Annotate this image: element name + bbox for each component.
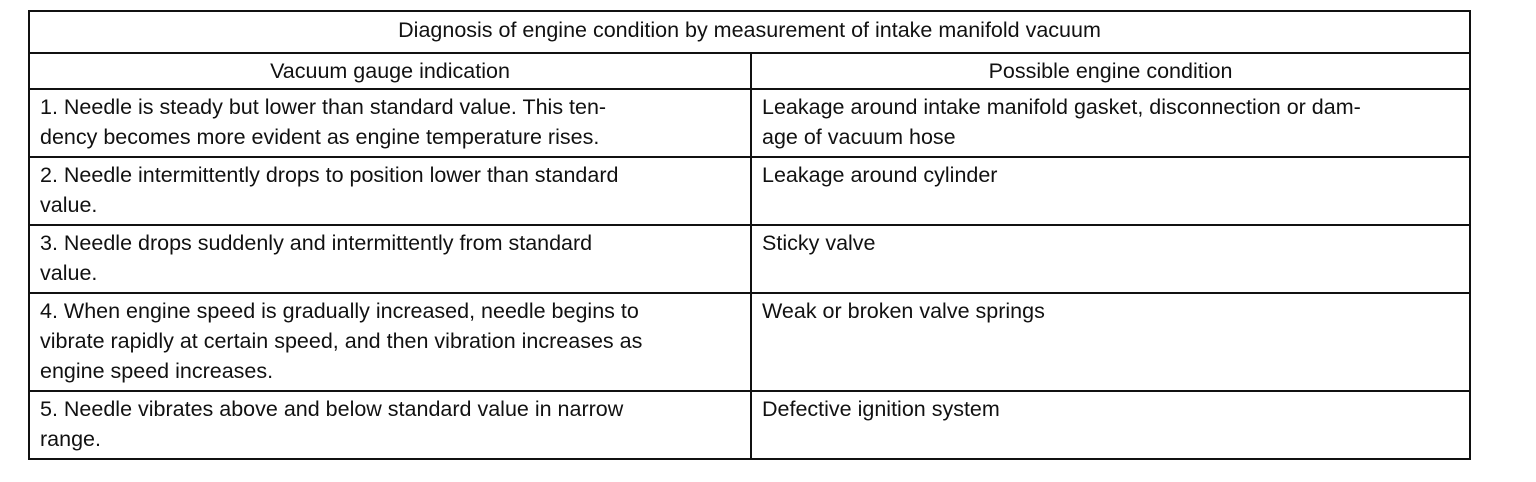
table-header-row bbox=[29, 53, 1470, 89]
indication-cell bbox=[29, 293, 751, 391]
condition-cell bbox=[751, 225, 1470, 293]
condition-text: Leakage around intake manifold gasket, disconnection or dam- age of vacuum hose bbox=[762, 95, 1361, 149]
table-row bbox=[29, 89, 1470, 157]
indication-text: 5. Needle vibrates above and below standard value in narrow range. bbox=[40, 397, 624, 451]
indication-text: 3. Needle drops suddenly and intermittently from standard value. bbox=[40, 231, 593, 285]
indication-cell bbox=[29, 391, 751, 459]
condition-text: Sticky valve bbox=[762, 231, 876, 255]
indication-cell bbox=[29, 225, 751, 293]
indication-cell bbox=[29, 157, 751, 225]
condition-cell bbox=[751, 293, 1470, 391]
table-row bbox=[29, 225, 1470, 293]
table-row bbox=[29, 391, 1470, 459]
condition-text: Weak or broken valve springs bbox=[762, 299, 1045, 323]
table-row bbox=[29, 293, 1470, 391]
table-row bbox=[29, 157, 1470, 225]
condition-cell bbox=[751, 157, 1470, 225]
column-header-indication: Vacuum gauge indication bbox=[29, 53, 751, 89]
column-header-condition: Possible engine condition bbox=[751, 53, 1470, 89]
table-title-row bbox=[29, 11, 1470, 53]
indication-text: 2. Needle intermittently drops to position lower than standard value. bbox=[40, 163, 619, 217]
condition-text: Leakage around cylinder bbox=[762, 163, 998, 187]
indication-text: 1. Needle is steady but lower than standard value. This ten- dency becomes more evident as engine temperature rises. bbox=[40, 95, 607, 149]
indication-cell bbox=[29, 89, 751, 157]
diagnosis-table bbox=[28, 10, 1471, 460]
condition-cell bbox=[751, 89, 1470, 157]
condition-text: Defective ignition system bbox=[762, 397, 1000, 421]
indication-text: 4. When engine speed is gradually increased, needle begins to vibrate rapidly at certain speed, and then vibration increases as engine speed increases. bbox=[40, 299, 643, 383]
table-title: Diagnosis of engine condition by measurement of intake manifold vacuum bbox=[29, 11, 1470, 53]
condition-cell bbox=[751, 391, 1470, 459]
